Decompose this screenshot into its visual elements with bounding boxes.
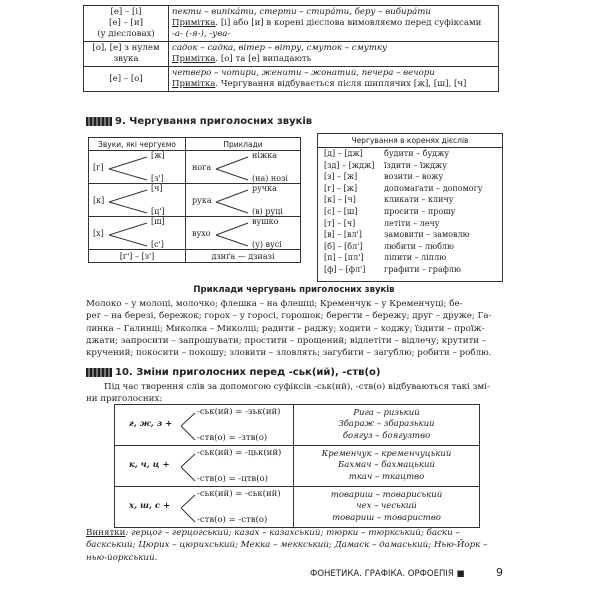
paragraph-line: ни приголосних: [86, 394, 163, 405]
example-text: боягуз – боягузтво [342, 430, 431, 441]
example-cell [186, 184, 301, 217]
alt-sound: [ж] [151, 151, 165, 160]
table-row [89, 250, 301, 263]
suffix-rule: -ств(о) = -ств(о) [197, 515, 268, 525]
example-word: (у) вусі [252, 240, 282, 249]
example-text: допомагати – допомогу [384, 183, 483, 193]
intro-paragraph [86, 381, 502, 406]
word: нога [192, 163, 212, 172]
table-header: Чергування в коренях дієслів [318, 134, 502, 148]
paragraph-line: : герцог – герцогський; казах – казахський; тюрки – тюркський; баски – [125, 528, 460, 538]
sounds-cell: [ґ'] – [з'] [89, 250, 186, 263]
base-consonants: к, ч, ц + [129, 460, 170, 470]
example-text: просити – прошу [384, 206, 456, 216]
table-row [318, 252, 502, 264]
rule-cell [115, 446, 294, 487]
paragraph-line: джати; запросити – запрошувати; простити – прощений; відлетіти – відлечу; крутити – [86, 335, 487, 346]
example-text: Кременчук – кременчуцький [321, 448, 452, 459]
example-text: графити – графлю [384, 264, 461, 274]
example-text: чех – чеський [356, 501, 417, 512]
table-row [318, 206, 502, 218]
table-row [115, 487, 480, 528]
column-header: Звуки, які чергуємо [89, 138, 186, 151]
verb-root-alternation-table [317, 133, 503, 282]
sound-pair: [т] – [ч] [324, 218, 356, 228]
note-text: -а- (-я-), -ува- [172, 29, 231, 39]
example-text: товариш – товариський [330, 489, 443, 500]
sound-pair: [в] – [вл'] [324, 230, 362, 240]
sound-pair: [ф] – [фл'] [324, 264, 366, 274]
table-row [89, 184, 301, 217]
paragraph-line: линка – Галинці; Миколка – Миколці; радити – раджу; ходити – ходжу; їздити – проїж- [86, 323, 485, 334]
exceptions-paragraph [86, 527, 502, 564]
section-marker-icon [86, 117, 112, 126]
table-row [84, 67, 499, 92]
sound-label: [о], [е] з нулем [92, 43, 160, 53]
examples-heading: Приклади чергувань приголосних звуків [193, 285, 395, 295]
example-cell [169, 67, 499, 92]
sound-pair: [к] – [ч] [324, 195, 356, 205]
paragraph-line: баскський; Цюрих – цюрихський; Мекка – меккський; Дамаск – дамаський; Нью-Йорк – [86, 540, 488, 551]
sound-label: [е] – [и] [109, 18, 143, 28]
footer-text: ФОНЕТИКА. ГРАФІКА. ОРФОЕПІЯ [310, 569, 454, 579]
example-cell: дзиґа — дзиазі [186, 250, 301, 263]
sounds-cell [89, 151, 186, 184]
column-header: Приклади [186, 138, 301, 151]
table-row [318, 229, 502, 241]
example-word: ручка [252, 184, 277, 193]
vowel-alternation-table [83, 5, 499, 92]
square-bullet-icon: ■ [456, 569, 465, 579]
suffix-rule: -ств(о) = -цтв(о) [197, 474, 268, 484]
suffix-changes-table [114, 404, 480, 528]
suffix-rule: -ств(о) = -зтв(о) [197, 433, 268, 443]
sounds-cell [84, 6, 169, 42]
examples-paragraph [86, 298, 502, 359]
table-row [318, 148, 502, 160]
section-title: 10. Зміни приголосних перед -ськ(ий), -ств(о) [115, 367, 381, 378]
sound-pair: [б] – [бл'] [324, 241, 363, 251]
base-consonants: х, ш, с + [129, 501, 171, 511]
table-row [318, 160, 502, 172]
example-word: вушко [252, 217, 279, 226]
table-row [84, 42, 499, 67]
example-text: ткач – ткацтво [348, 471, 425, 482]
alt-sound: [с'] [151, 240, 164, 249]
base-sound: [х] [93, 229, 104, 238]
sounds-cell [89, 184, 186, 217]
footer-title [310, 569, 465, 579]
paragraph-line: кручений; покосити – покошу; зловити – зловлять; загубити – загублю; робити – роблю. [86, 348, 492, 359]
sound-label: (у дієсловах) [97, 29, 155, 39]
sounds-cell [84, 67, 169, 92]
alt-sound: [ч] [151, 184, 163, 193]
suffix-rule: -ськ(ий) = -цьк(ий) [197, 448, 282, 458]
table-row [318, 241, 502, 253]
section-marker-icon [86, 368, 112, 377]
example-cell [294, 405, 480, 446]
example-text: кликати – кличу [384, 195, 454, 205]
example-text: Бахмач – бахмацький [338, 460, 435, 471]
example-cell [169, 42, 499, 67]
paragraph-line: нью-йоркський. [86, 552, 158, 563]
example-cell [169, 6, 499, 42]
example-text: ліпити – ліплю [384, 253, 447, 263]
table-row [115, 446, 480, 487]
example-text: пекти – випікáти, стерти – стирáти, беру – вибирáти [172, 7, 431, 17]
example-word: (на) нозі [252, 174, 288, 183]
base-sound: [к] [93, 196, 105, 205]
section-title: 9. Чергування приголосних звуків [115, 116, 313, 127]
alt-sound: [ш] [151, 217, 165, 226]
sound-label: [е] – [о] [109, 73, 143, 84]
sound-pair: [з] – [ж] [324, 172, 358, 182]
example-text: будити – буджу [384, 149, 450, 158]
sound-pair: [с] – [ш] [324, 206, 358, 216]
table-row [318, 218, 502, 230]
table-row [318, 194, 502, 206]
example-text: замовити – замовлю [384, 230, 470, 240]
sounds-cell [84, 42, 169, 67]
sound-pair: [г] – [ж] [324, 183, 358, 193]
suffix-rule: -ськ(ий) = -зьк(ий) [197, 407, 281, 417]
table-row [318, 171, 502, 183]
example-text: любити – люблю [384, 241, 454, 251]
note-label: Примітка [172, 18, 216, 28]
table-row [318, 264, 502, 276]
table-header [89, 138, 301, 151]
example-text: Рига – ризький [353, 407, 420, 418]
base-consonants: г, ж, з + [129, 419, 173, 429]
alt-sound: [ц'] [151, 207, 165, 216]
note-label: Примітка [172, 79, 216, 89]
base-sound: [г] [93, 163, 104, 172]
example-text: садок – садка, вітер – вітру, смуток – смутку [172, 43, 387, 53]
alt-sound: [з'] [151, 174, 164, 183]
table-row [318, 183, 502, 195]
table-row [89, 217, 301, 250]
example-word: ніжка [252, 151, 278, 160]
sound-pair: [п] – [пл'] [324, 253, 364, 263]
example-cell [294, 487, 480, 528]
example-text: їздити – їжджу [384, 160, 447, 170]
example-text: товариш – товариство [332, 512, 441, 523]
paragraph-line: Під час творення слів за допомогою суфіксів -ськ(ий), -ств(о) відбуваються такі змі- [104, 382, 490, 392]
consonant-alternation-table [88, 137, 301, 263]
table-row [115, 405, 480, 446]
exceptions-label: Винятки [86, 528, 126, 538]
example-cell [294, 446, 480, 487]
note-label: Примітка [172, 54, 216, 64]
word: вухо [192, 229, 211, 238]
sound-label: звука [113, 54, 139, 64]
page-number: 9 [496, 566, 503, 579]
sound-pair: [зд] – [ждж] [324, 160, 375, 170]
section-9-heading [86, 116, 312, 127]
note-text: . [і] або [и] в корені дієслова вимовляємо перед суфіксами [215, 18, 482, 28]
table-row [89, 151, 301, 184]
section-10-heading [86, 367, 380, 378]
paragraph-line: рег – на березі, бережок; горох – у горосі, горошок; берегти – бережу; друг – друже; Га- [86, 311, 492, 322]
sounds-cell [89, 217, 186, 250]
suffix-rule: -ськ(ий) = -ськ(ий) [197, 489, 281, 499]
word: рука [192, 196, 212, 205]
example-text: возити – вожу [384, 172, 444, 182]
rule-cell [115, 487, 294, 528]
paragraph-line: Молоко – у молоці, молочко; флешка – на флешці; Кременчук – у Кременчуці; бе- [86, 299, 463, 309]
example-text: летіти – лечу [384, 218, 440, 228]
example-text: четверо – чотири, женити – жонатий, печера – вечори [172, 68, 435, 78]
example-text: Збараж – збаразький [338, 419, 435, 430]
sound-pair: [д] – [дж] [324, 149, 363, 158]
table-body [318, 148, 502, 276]
example-cell [186, 151, 301, 184]
sound-label: [е] – [і] [110, 7, 142, 17]
rule-cell [115, 405, 294, 446]
table-row [84, 6, 499, 42]
example-word: (в) руці [252, 207, 283, 216]
note-text: . [о] та [е] випадають [215, 54, 312, 64]
note-text: . Чергування відбувається після шиплячих [ж], [ш], [ч] [215, 79, 467, 89]
example-cell [186, 217, 301, 250]
